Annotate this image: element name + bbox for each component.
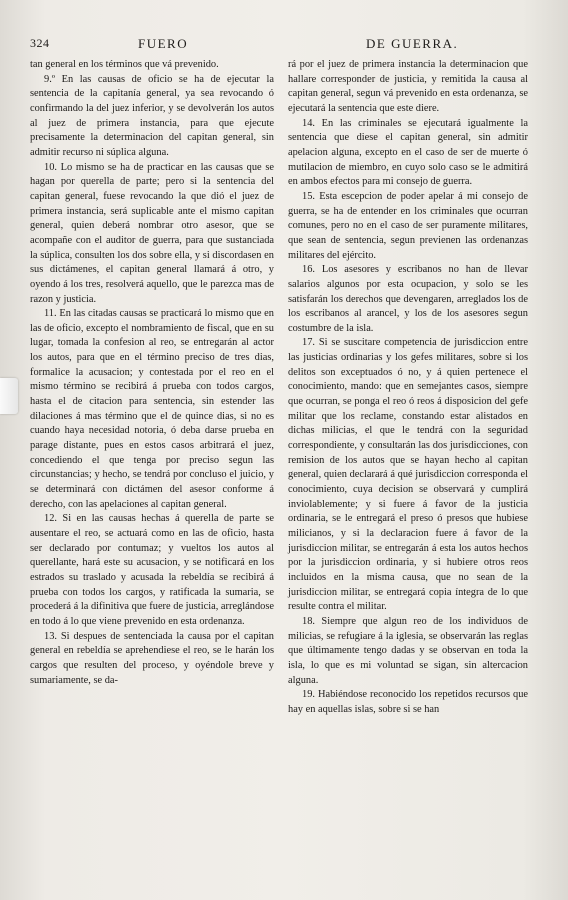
running-title-right: DE GUERRA. [366,36,459,51]
article-paragraph: rá por el juez de primera instancia la determinacion que hallare corresponder de justicia, y remitida la causa al capitan general, segun vá prevenido en esta ordenanza, se ejecutará la sentencia que este diere. [288,59,528,114]
article-paragraph: 9.º En las causas de oficio se ha de ejecutar la sentencia de la capitanía general, ya sea revocando ó confirmando la del juez inferior, y se devolverán los autos al juez de primera instancia, para que ejecute precisamente la determinacion del capitan general, sin admitir recurso ni súplica alguna. [30,73,274,158]
article-paragraph: 14. En las criminales se ejecutará igualmente la sentencia que diese el capitan general, sin admitir apelacion alguna, excepto en el caso de ser de muerte ó mutilacion de miembro, en cuyo solo caso se le admitirá en ambos efectos para mi consejo de guerra. [288,117,528,188]
article-paragraph: 18. Siempre que algun reo de los individuos de milicias, se refugiare á la iglesia, se observarán las reglas que últimamente tengo dadas y se observan en toda la isla, lo que es mi voluntad se sigan, sin altercacion alguna. [288,615,528,686]
page-number: 324 [30,36,50,50]
article-paragraph: 16. Los asesores y escribanos no han de llevar salarios algunos por esta ocupacion, y solo se les satisfarán los derechos que devengaren, arreglados los de los escribanos al arancel, y los de los asesores segun costumbre de la isla. [288,264,528,334]
running-title-left: FUERO [138,36,189,51]
article-paragraph: 15. Esta escepcion de poder apelar á mi consejo de guerra, se ha de entender en los criminales que ocurran comunes, pero no en el caso de ser puramente militares, que sean de sentencia, segun previenen las ordenanzas militares del ejército. [288,190,528,261]
left-text-column [30,58,274,688]
right-text-column [288,58,528,718]
article-paragraph: 10. Lo mismo se ha de practicar en las causas que se hagan por querella de parte; pero si la sentencia del capitan general, fuese revocando la que dió el juez de primera instancia, será suplicable ante el mismo capitan general, quien deberá nombrar otro asesor, que se acompañe con el auditor de guerra, para que sustanciada la súplica, consulten los dos sobre ella, y si discordasen en sus dictámenes, el capitan general llamará á otro, y oyendo á los tres, resolverá aquello, que le parezca mas de razon y justicia. [30,161,274,305]
article-paragraph: 12. Si en las causas hechas á querella de parte se ausentare el reo, se actuará como en las de oficio, hasta ser declarado por contumaz; y vueltos los autos al querellante, hará este su acusacion, y se notificará en los estrados su traslado y acusada la rebeldía se recibirá á prueba con todos los cargos, y ratificada la sumaria, se procederá á la difinitiva que fuere de justicia, arreglándose en todo á lo que viene prevenido en esta ordenanza. [30,513,274,627]
article-paragraph: tan general en los términos que vá prevenido. [30,59,219,70]
article-paragraph: 19. Habiéndose reconocido los repetidos recursos que hay en aquellas islas, sobre si se han [288,689,528,715]
article-paragraph: 13. Si despues de sentenciada la causa por el capitan general en rebeldía se aprehendiese el reo, se le harán los cargos que resulten del proceso, y oyéndole breve y sumariamente, se da- [30,630,274,686]
article-paragraph: 11. En las citadas causas se practicará lo mismo que en las de oficio, excepto el nombramiento de fiscal, que en su lugar, tomada la confesion al reo, se entregarán al actor los autos, para que en el término preciso de tres dias, formalice la acusacion; y contestada por el reo en el mismo término se recibirá á prueba con todos cargos, hasta el de citacion para sentencia, sin estender las dilaciones á mas término que el de quince dias, si no es cuando haya necesidad notoria, ó deba darse prueba en parage distante, pues en estos casos arbitrará el juez, concediendo el que tenga por preciso segun las circunstancias; y hecho, se tendrá por concluso el juicio, y se determinará con dictámen del asesor conforme á derecho, con las apelaciones al capitan general. [30,308,274,510]
page-marker-tab [0,378,18,414]
article-paragraph: 17. Si se suscitare competencia de jurisdiccion entre las justicias ordinarias y los gefes militares, sobre si los delitos son exceptuados ó no, y á quien pertenece el conocimiento, mando: que en semejantes casos, siempre que ocurran, se ponga el reo ó reos á disposicion del gefe militar que los reclame, constando estar alistados en dichas milicias, el que le tendrá con la seguridad correspondiente, y consultarán las dos jurisdicciones, con remision de los autos que se hayan hecho al capitan general, quien declarará á qué jurisdiccion corresponda el conocimiento, cuya decision se observará y cumplirá inviolablemente; y si fuere á favor de la justicia ordinaria, se le entregará el preso ó presos que hubiese milicianos, y si la declaracion fuere á favor de la jurisdiccion militar, se entregarán á esta los autos hechos por la jurisdiccion ordinaria, y si hubiere otros reos incluidos en la misma causa, que no sean de la jurisdiccion militar, se entregará copia íntegra de lo que resulte contra el militar. [288,337,528,613]
page-header [30,36,530,54]
